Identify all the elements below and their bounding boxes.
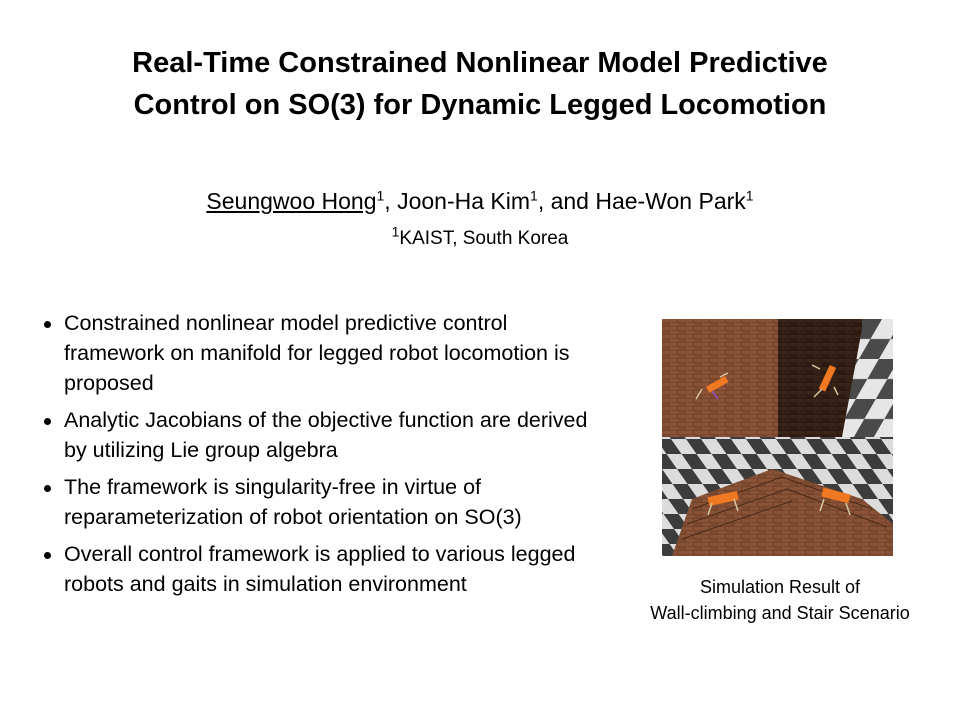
bullet-item: [40, 405, 600, 465]
author-separator: ,: [384, 188, 398, 214]
bullet-item: [40, 308, 600, 398]
author-1-affil-mark: 1: [376, 187, 385, 204]
affiliation-text: KAIST, South Korea: [399, 228, 569, 249]
author-1-name: Seungwoo Hong: [206, 188, 377, 214]
affiliation: [0, 223, 960, 252]
bullet-list: [40, 308, 600, 606]
affiliation-mark: 1: [391, 223, 400, 240]
author-2-affil-mark: 1: [530, 187, 538, 204]
bullet-text: Overall control framework is applied to various legged robots and gaits in simulation environment: [64, 542, 576, 596]
bullet-item: [40, 539, 600, 599]
simulation-image: [662, 319, 893, 556]
bullet-dot-icon: [44, 485, 51, 492]
bullet-text: The framework is singularity-free in virtue of reparameterization of robot orientation on SO(3): [64, 475, 522, 529]
slide-title: [0, 42, 960, 126]
author-2-name: Joon-Ha Kim: [397, 188, 531, 214]
author-3-name: Hae-Won Park: [595, 188, 746, 214]
bullet-dot-icon: [44, 552, 51, 559]
author-list: [0, 186, 960, 216]
bullet-dot-icon: [44, 418, 51, 425]
caption-line-1: Simulation Result of: [699, 577, 861, 597]
bullet-item: [40, 472, 600, 532]
bullet-text: Constrained nonlinear model predictive control framework on manifold for legged robot locomotion is proposed: [64, 311, 570, 395]
wall-climbing-panel: [662, 319, 893, 437]
bullet-text: Analytic Jacobians of the objective function are derived by utilizing Lie group algebra: [64, 408, 588, 462]
figure-caption: [600, 574, 960, 626]
caption-line-2: Wall-climbing and Stair Scenario: [650, 603, 910, 623]
simulation-figure: [662, 319, 893, 556]
title-line-1: Real-Time Constrained Nonlinear Model Predictive: [132, 47, 828, 79]
stair-panel: [662, 437, 893, 556]
title-line-2: Control on SO(3) for Dynamic Legged Locomotion: [133, 89, 827, 121]
author-3-affil-mark: 1: [745, 187, 754, 204]
bullet-dot-icon: [44, 321, 51, 328]
author-separator: , and: [537, 188, 596, 214]
